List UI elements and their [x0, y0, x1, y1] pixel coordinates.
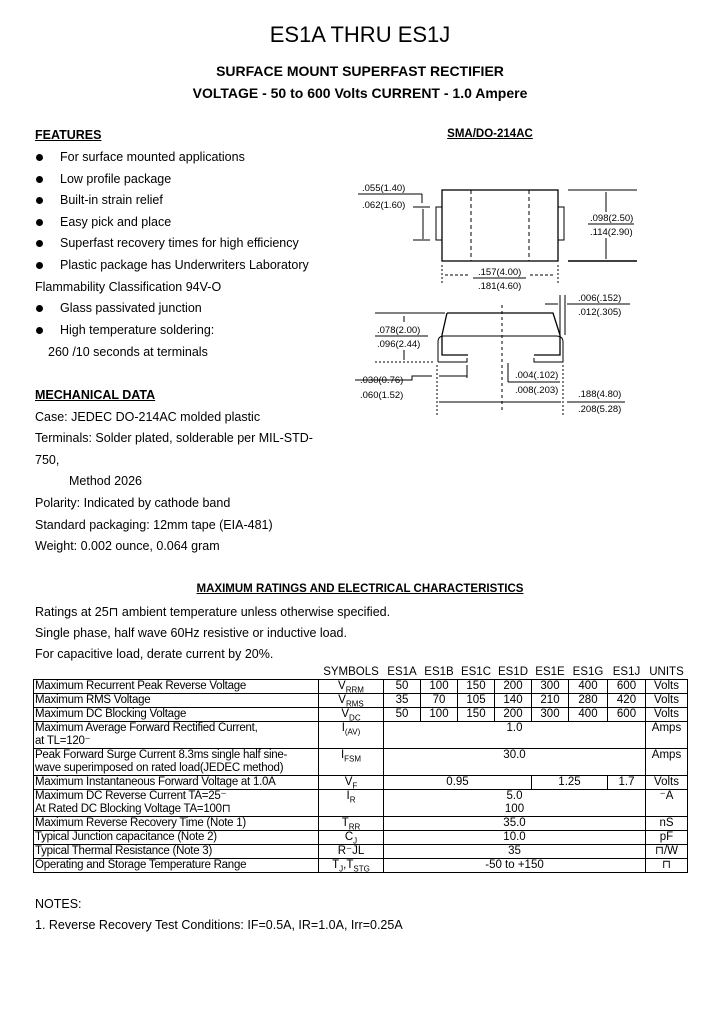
value-cell: 35 [384, 845, 646, 859]
dim-label: .055(1.40) [362, 183, 406, 194]
description-line: Maximum DC Reverse Current TA=25⁻ [35, 790, 227, 802]
value-cell: 400 [569, 708, 608, 722]
dim-label: .188(4.80) [578, 389, 622, 400]
value-cell: 70 [421, 694, 458, 708]
value-cell: 5.0 100 [384, 790, 646, 817]
dim-label: .208(5.28) [578, 404, 622, 415]
symbol-base: R⁻JL [337, 845, 365, 857]
symbol-base: I [341, 722, 345, 734]
dim-label: .006(.152) [578, 293, 622, 304]
table-row [34, 831, 688, 845]
unit-cell: ⊓/W [646, 845, 688, 859]
description-line: Maximum DC Blocking Voltage [35, 708, 187, 720]
value-cell: 420 [608, 694, 646, 708]
table-row [34, 694, 688, 708]
column-header: ES1J [608, 666, 646, 680]
note-1: 1. Reverse Recovery Test Conditions: IF=0.5A, IR=1.0A, Irr=0.25A [35, 918, 403, 932]
symbol-cell [319, 790, 384, 817]
column-header: ES1G [569, 666, 608, 680]
value-cell: 50 [384, 708, 421, 722]
table-row [34, 749, 688, 776]
column-header [34, 666, 319, 680]
bullet-icon [36, 262, 43, 269]
ratings-note: For capacitive load, derate current by 20%. [35, 647, 274, 661]
table-row [34, 708, 688, 722]
description-line: at TL=120⁻ [35, 735, 91, 747]
symbol-subscript: J [353, 836, 358, 845]
column-header: ES1C [458, 666, 495, 680]
dim-label: .062(1.60) [362, 200, 406, 211]
feature-item: Low profile package [60, 172, 172, 186]
symbol-base: T [341, 817, 349, 829]
package-title: SMA/DO-214AC [447, 128, 533, 140]
value-cell: 35.0 [384, 817, 646, 831]
bullet-icon [36, 327, 43, 334]
mech-line: Method 2026 [69, 474, 142, 488]
symbol-subscript: RMS [345, 699, 364, 708]
parameter-description [34, 694, 319, 708]
feature-item: Plastic package has Underwriters Laboratory [60, 258, 309, 272]
feature-item: Built-in strain relief [60, 193, 163, 207]
dim-label: .181(4.60) [478, 281, 522, 292]
value-cell: -50 to +150 [384, 859, 646, 873]
feature-item: 260 /10 seconds at terminals [48, 345, 208, 359]
value-cell: 210 [532, 694, 569, 708]
unit-cell: Volts [646, 694, 688, 708]
column-header: ES1E [532, 666, 569, 680]
feature-item: Easy pick and place [60, 215, 172, 229]
notes-heading: NOTES: [35, 897, 82, 911]
description-line: Maximum Reverse Recovery Time (Note 1) [35, 817, 246, 829]
value-cell: 100 [421, 708, 458, 722]
table-row [34, 680, 688, 694]
symbol-subscript: (AV) [344, 727, 361, 737]
unit-cell: Volts [646, 708, 688, 722]
feature-item: Glass passivated junction [60, 301, 202, 315]
ratings-note: Ratings at 25⊓ ambient temperature unless otherwise specified. [35, 605, 391, 619]
symbol-cell [319, 749, 384, 776]
bullet-icon [36, 240, 43, 247]
symbol-subscript: STG [353, 864, 370, 873]
symbol-base: I [346, 790, 350, 802]
lead-left [436, 207, 442, 240]
subtitle-ratings: VOLTAGE - 50 to 600 Volts CURRENT - 1.0 Ampere [192, 85, 528, 101]
symbol-subscript: FSM [344, 754, 362, 764]
symbol-subscript: RR [348, 822, 361, 831]
symbol-base: V [344, 776, 353, 788]
unit-cell: pF [646, 831, 688, 845]
table-header-row [34, 666, 688, 680]
dim-label: .098(2.50) [590, 213, 634, 224]
table-row [34, 845, 688, 859]
symbol-base: I [340, 749, 345, 761]
symbol-cell [319, 708, 384, 722]
value-cell: 200 [495, 680, 532, 694]
feature-item: High temperature soldering: [60, 323, 215, 337]
value-cell: 50 [384, 680, 421, 694]
description-line: Peak Forward Surge Current 8.3ms single half sine- [35, 749, 288, 761]
feature-item: Superfast recovery times for high efficiency [60, 236, 299, 250]
symbol-cell [319, 680, 384, 694]
value-cell: 600 [608, 708, 646, 722]
column-header: ES1B [421, 666, 458, 680]
symbol-base: T [332, 859, 340, 871]
ratings-table [33, 666, 688, 873]
value-cell: 140 [495, 694, 532, 708]
value-cell: 200 [495, 708, 532, 722]
dim-label: .078(2.00) [377, 325, 421, 336]
symbol-base: V [338, 694, 346, 706]
symbol-cell [319, 859, 384, 873]
symbol-base: ,T [343, 859, 354, 871]
parameter-description [34, 859, 319, 873]
dim-label: .060(1.52) [360, 390, 404, 401]
symbol-base: C [344, 831, 354, 843]
parameter-description [34, 776, 319, 790]
bullet-icon [36, 305, 43, 312]
column-header: SYMBOLS [319, 666, 384, 680]
mechanical-heading: MECHANICAL DATA [35, 388, 156, 402]
description-line: Maximum RMS Voltage [35, 694, 151, 706]
parameter-description [34, 790, 319, 817]
unit-cell: ⊓ [646, 859, 688, 873]
table-row [34, 776, 688, 790]
symbol-subscript: DC [349, 713, 361, 722]
parameter-description [34, 722, 319, 749]
value-cell: 30.0 [384, 749, 646, 776]
value-cell: 150 [458, 680, 495, 694]
value-cell: 400 [569, 680, 608, 694]
body-top-view [442, 190, 558, 261]
column-header: ES1A [384, 666, 421, 680]
symbol-cell [319, 831, 384, 845]
ratings-heading: MAXIMUM RATINGS AND ELECTRICAL CHARACTERISTICS [196, 583, 524, 595]
description-line: Operating and Storage Temperature Range [35, 859, 247, 871]
ratings-note: Single phase, half wave 60Hz resistive or inductive load. [35, 626, 347, 640]
unit-cell: ⁻A [646, 790, 688, 817]
symbol-cell [319, 694, 384, 708]
value-cell: 100 [421, 680, 458, 694]
description-line: Maximum Average Forward Rectified Current, [35, 722, 258, 734]
value-cell: 10.0 [384, 831, 646, 845]
parameter-description [34, 749, 319, 776]
dim-label: .030(0.76) [360, 375, 404, 386]
symbol-subscript: RRM [345, 685, 364, 694]
body-side-view [442, 313, 560, 355]
bullet-icon [36, 197, 43, 204]
symbol-cell [319, 722, 384, 749]
unit-cell: Amps [646, 722, 688, 749]
value-cell: 150 [458, 708, 495, 722]
parameter-description [34, 831, 319, 845]
symbol-base: V [338, 680, 346, 692]
mech-line: Weight: 0.002 ounce, 0.064 gram [35, 539, 220, 553]
lead-side-view [438, 336, 563, 362]
description-line: wave superimposed on rated load(JEDEC method) [35, 762, 284, 774]
description-line: Typical Junction capacitance (Note 2) [35, 831, 217, 843]
value-cell: 1.0 [384, 722, 646, 749]
symbol-subscript: F [352, 781, 358, 790]
feature-item: Flammability Classification 94V-O [35, 280, 222, 294]
value-cell: 300 [532, 680, 569, 694]
dim-label: .096(2.44) [377, 339, 421, 350]
unit-cell: nS [646, 817, 688, 831]
dim-label: .008(.203) [515, 385, 559, 396]
doc-title: ES1A THRU ES1J [269, 22, 451, 47]
dim-label: .157(4.00) [478, 267, 522, 278]
dim-label: .012(.305) [578, 307, 622, 318]
bullet-icon [36, 219, 43, 226]
lead-right [558, 207, 564, 240]
subtitle: SURFACE MOUNT SUPERFAST RECTIFIER [216, 63, 504, 79]
value-cell: 0.95 [384, 776, 532, 790]
value-cell: 300 [532, 708, 569, 722]
value-cell: 1.25 [532, 776, 608, 790]
value-cell: 105 [458, 694, 495, 708]
unit-cell: Volts [646, 680, 688, 694]
description-line: Typical Thermal Resistance (Note 3) [35, 845, 213, 857]
description-line: At Rated DC Blocking Voltage TA=100⊓ [35, 803, 231, 815]
symbol-subscript: J [339, 864, 344, 873]
value-cell: 600 [608, 680, 646, 694]
features-heading: FEATURES [35, 128, 102, 142]
table-row [34, 859, 688, 873]
column-header: ES1D [495, 666, 532, 680]
parameter-description [34, 845, 319, 859]
symbol-subscript: R [349, 795, 356, 805]
dim-label: .114(2.90) [590, 227, 633, 238]
feature-item: For surface mounted applications [60, 150, 245, 164]
dim-label: .004(.102) [515, 370, 559, 381]
bullet-icon [36, 154, 43, 161]
table-row [34, 722, 688, 749]
parameter-description [34, 680, 319, 694]
parameter-description [34, 708, 319, 722]
mech-line: Polarity: Indicated by cathode band [35, 496, 231, 510]
value-cell: 1.7 [608, 776, 646, 790]
value-cell: 35 [384, 694, 421, 708]
symbol-cell [319, 817, 384, 831]
unit-cell: Volts [646, 776, 688, 790]
mech-line: Case: JEDEC DO-214AC molded plastic [35, 410, 261, 424]
symbol-base: V [341, 708, 350, 720]
table-row [34, 817, 688, 831]
table-row [34, 790, 688, 817]
mech-line: Standard packaging: 12mm tape (EIA-481) [35, 518, 273, 532]
value-cell: 280 [569, 694, 608, 708]
mech-line: Terminals: Solder plated, solderable per MIL-STD- [35, 431, 313, 445]
parameter-description [34, 817, 319, 831]
unit-cell: Amps [646, 749, 688, 776]
bullet-icon [36, 176, 43, 183]
description-line: Maximum Instantaneous Forward Voltage at 1.0A [35, 776, 276, 788]
column-header: UNITS [646, 666, 688, 680]
description-line: Maximum Recurrent Peak Reverse Voltage [35, 680, 247, 692]
mech-line: 750, [35, 453, 60, 467]
package-outline-drawing [350, 170, 650, 420]
symbol-cell [319, 845, 384, 859]
symbol-cell [319, 776, 384, 790]
